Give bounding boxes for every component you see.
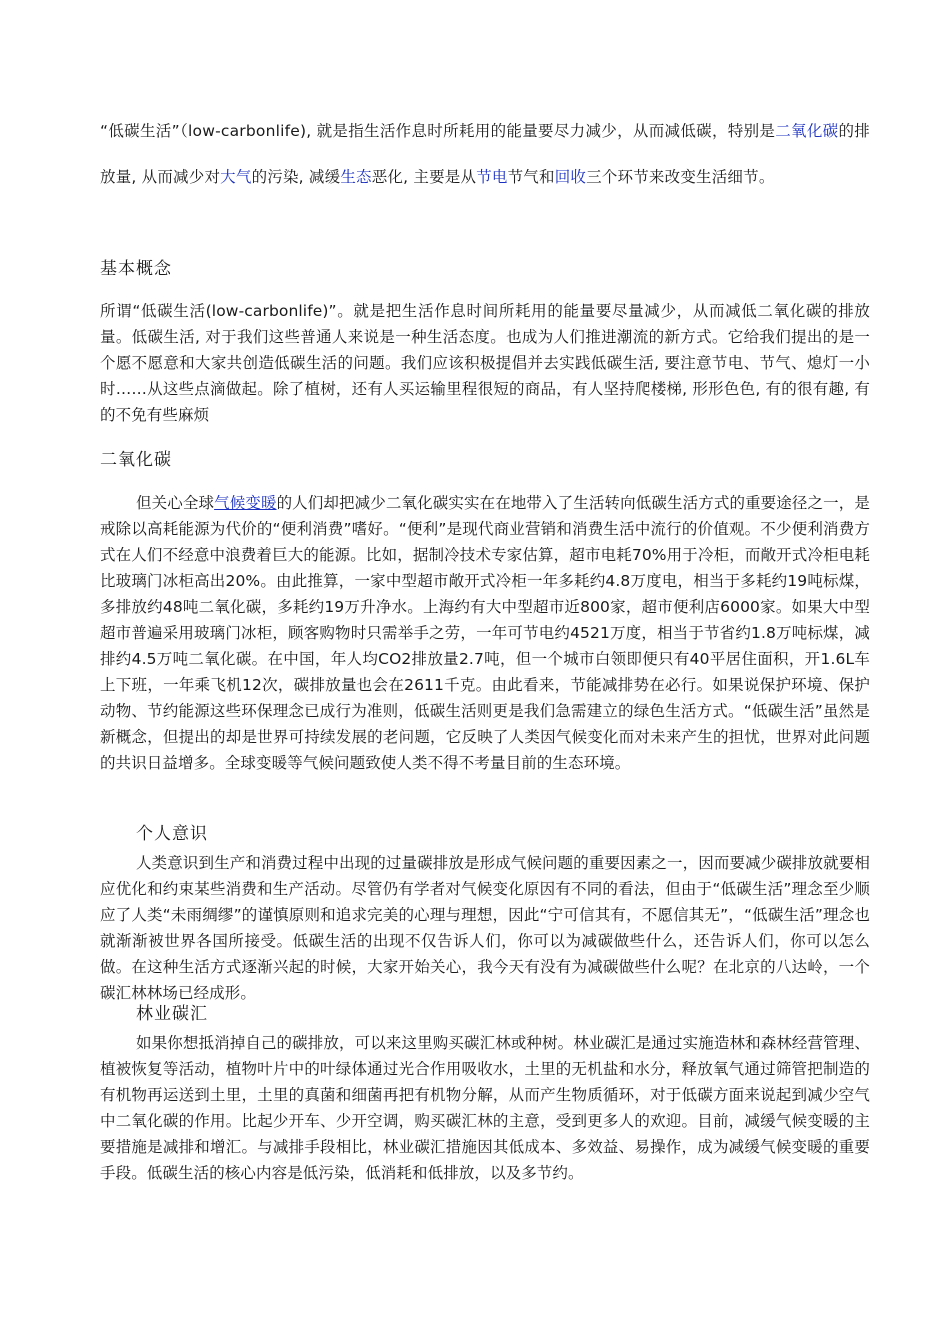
paragraph-co2 xyxy=(100,490,870,776)
intro-text xyxy=(100,108,870,200)
heading-co2: 二氧化碳 xyxy=(100,450,172,470)
co2-text-2: 的人们却把减少二氧化碳实实在在地带入了生活转向低碳生活方式的重要途径之一，是戒除以高耗能源为代价的“便利消费”嗜好。“便利”是现代商业营销和消费生活中流行的价值观。不少便利消费方式在人们不经意中浪费着巨大的能源。比如，据制冷技术专家估算，超市电耗70%用于冷柜，而敞开式冷柜电耗比玻璃门冰柜高出20%。由此推算，一家中型超市敞开式冷柜一年多耗约4.8万度电，相当于多耗约19吨标煤，多排放约48吨二氧化碳，多耗约19万升净水。上海约有大中型超市近800家，超市便利店6000家。如果大中型超市普遍采用玻璃门冰柜，顾客购物时只需举手之劳，一年可节电约4521万度，相当于节省约1.8万吨标煤，减排约4.5万吨二氧化碳。在中国，年人均CO2排放量2.7吨，但一个城市白领即便只有40平居住面积，开1.6L车上下班，一年乘飞机12次，碳排放量也会在2611千克。由此看来，节能减排势在必行。如果说保护环境、保护动物、节约能源这些环保理念已成行为准则，低碳生活则更是我们急需建立的绿色生活方式。“低碳生活”虽然是新概念，但提出的却是世界可持续发展的老问题，它反映了人类因气候变化而对未来产生的担忧，世界对此问题的共识日益增多。全球变暖等气候问题致使人类不得不考量目前的生态环境。 xyxy=(100,494,870,772)
intro-text-2: 的排放量, 从而减少对 xyxy=(100,122,870,186)
intro-text-6: 三个环节来改变生活细节。 xyxy=(586,168,775,186)
intro-text-1: “低碳生活”（low-carbonlife), 就是指生活作息时所耗用的能量要尽力减少，从而减低碳，特别是 xyxy=(100,122,776,140)
link-global-warming[interactable]: 气候变暖 xyxy=(214,494,277,512)
paragraph-basic-concept: 所谓“低碳生活(low-carbonlife)”。就是把生活作息时间所耗用的能量要尽量减少，从而减低二氧化碳的排放量。低碳生活, 对于我们这些普通人来说是一种生活态度。也成为人们推进潮流的新方式。它给我们提出的是一个愿不愿意和大家共创造低碳生活的问题。我们应该积极提倡并去实践低碳生活, 要注意节电、节气、熄灯一小时……从这些点滴做起。除了植树，还有人买运输里程很短的商品，有人坚持爬楼梯, 形形色色, 有的很有趣, 有的不免有些麻烦 xyxy=(100,302,870,424)
link-ecology[interactable]: 生态 xyxy=(340,168,372,186)
link-power-saving[interactable]: 节电 xyxy=(476,168,508,186)
link-recycling[interactable]: 回收 xyxy=(554,168,587,186)
heading-basic-concept: 基本概念 xyxy=(100,259,172,279)
heading-forestry-carbon-sink: 林业碳汇 xyxy=(136,1004,208,1024)
paragraph-forestry-carbon-sink: 如果你想抵消掉自己的碳排放，可以来这里购买碳汇林或种树。林业碳汇是通过实施造林和森林经营管理、植被恢复等活动，植物叶片中的叶绿体通过光合作用吸收水，土里的无机盐和水分，释放氧气通过筛管把制造的有机物再运送到土里，土里的真菌和细菌再把有机物分解，从而产生物质循环，对于低碳方面来说起到减少空气中二氧化碳的作用。比起少开车、少开空调，购买碳汇林的主意，受到更多人的欢迎。目前，减缓气候变暖的主要措施是减排和增汇。与减排手段相比，林业碳汇措施因其低成本、多效益、易操作，成为减缓气候变暖的重要手段。低碳生活的核心内容是低污染，低消耗和低排放，以及多节约。 xyxy=(100,1034,870,1182)
co2-text-1: 但关心全球 xyxy=(136,494,215,512)
paragraph-personal-awareness: 人类意识到生产和消费过程中出现的过量碳排放是形成气候问题的重要因素之一，因而要减少碳排放就要相应优化和约束某些消费和生产活动。尽管仍有学者对气候变化原因有不同的看法，但由于“低碳生活”理念至少顺应了人类“未雨绸缪”的谨慎原则和追求完美的心理与理想，因此“宁可信其有，不愿信其无”，“低碳生活”理念也就渐渐被世界各国所接受。低碳生活的出现不仅告诉人们，你可以为减碳做些什么，还告诉人们，你可以怎么做。在这种生活方式逐渐兴起的时候，大家开始关心，我今天有没有为减碳做些什么呢？在北京的八达岭，一个碳汇林林场已经成形。 xyxy=(100,854,870,1002)
heading-personal-awareness: 个人意识 xyxy=(136,824,208,844)
intro-text-5: 节气和 xyxy=(507,168,555,186)
link-atmosphere[interactable]: 大气 xyxy=(220,168,252,186)
intro-text-3: 的污染, 减缓 xyxy=(251,168,341,186)
link-co2[interactable]: 二氧化碳 xyxy=(775,122,839,140)
intro-paragraph xyxy=(100,108,870,200)
intro-text-4: 恶化, 主要是从 xyxy=(371,168,477,186)
